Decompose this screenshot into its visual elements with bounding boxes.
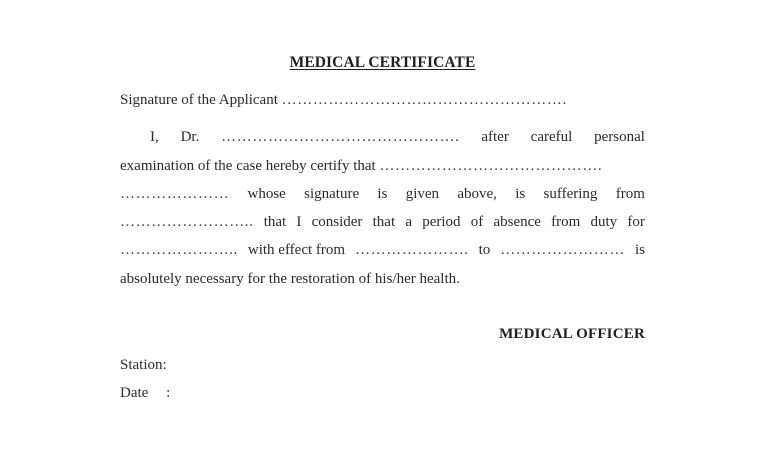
closing-text: absolutely necessary for the restoration of his/her health. [120, 271, 460, 287]
medical-certificate-page [120, 0, 645, 450]
doctor-name-blank: ………………………………………. [221, 129, 460, 145]
word: given [405, 186, 440, 202]
dr-label: Dr. [180, 129, 200, 145]
word: signature [304, 186, 360, 202]
body-line-4 [120, 213, 645, 231]
body-line-2 [120, 157, 645, 175]
certificate-title [120, 54, 645, 72]
with-effect-from-text: with effect from [247, 242, 346, 258]
word: absence [493, 214, 541, 230]
word: consider [311, 214, 363, 230]
word: that [372, 214, 396, 230]
word: is [377, 186, 388, 202]
station-label: Station: [120, 357, 167, 373]
word: from [551, 214, 581, 230]
body-line-3 [120, 185, 645, 203]
signature-blank: ………………………………………………. [281, 92, 567, 108]
end-date-blank: …………………… [500, 242, 626, 258]
patient-name-blank-continued: ………………… [120, 186, 230, 202]
certify-text: examination of the case hereby certify that [120, 158, 376, 174]
word: of [470, 214, 484, 230]
certificate-title-text: MEDICAL CERTIFICATE [289, 54, 476, 71]
body-line-1 [120, 128, 645, 146]
word: duty [590, 214, 618, 230]
word: careful [530, 129, 573, 145]
start-date-blank: …………………. [355, 242, 469, 258]
word: for [627, 214, 645, 230]
medical-officer-label: MEDICAL OFFICER [499, 326, 645, 342]
word: suffering [543, 186, 598, 202]
pronoun-i: I, [150, 129, 159, 145]
word: a [405, 214, 413, 230]
is-text: is [634, 242, 645, 258]
word: that [263, 214, 287, 230]
word: whose [247, 186, 286, 202]
date-line [120, 384, 645, 402]
to-text: to [478, 242, 491, 258]
station-line [120, 356, 645, 374]
date-separator: : [166, 385, 171, 401]
word: is [515, 186, 526, 202]
absence-period-blank: ………………….. [120, 242, 238, 258]
body-line-6 [120, 270, 645, 288]
illness-blank: …………………….. [120, 214, 254, 230]
word: I [296, 214, 302, 230]
signature-label: Signature of the Applicant [120, 92, 278, 108]
word: period [422, 214, 461, 230]
applicant-signature-line [120, 91, 645, 109]
date-label: Date [120, 385, 149, 401]
body-line-5 [120, 241, 645, 259]
word: personal [594, 129, 645, 145]
patient-name-blank: ……………………………………. [379, 158, 603, 174]
word: above, [457, 186, 497, 202]
word: after [481, 129, 509, 145]
word: from [615, 186, 645, 202]
